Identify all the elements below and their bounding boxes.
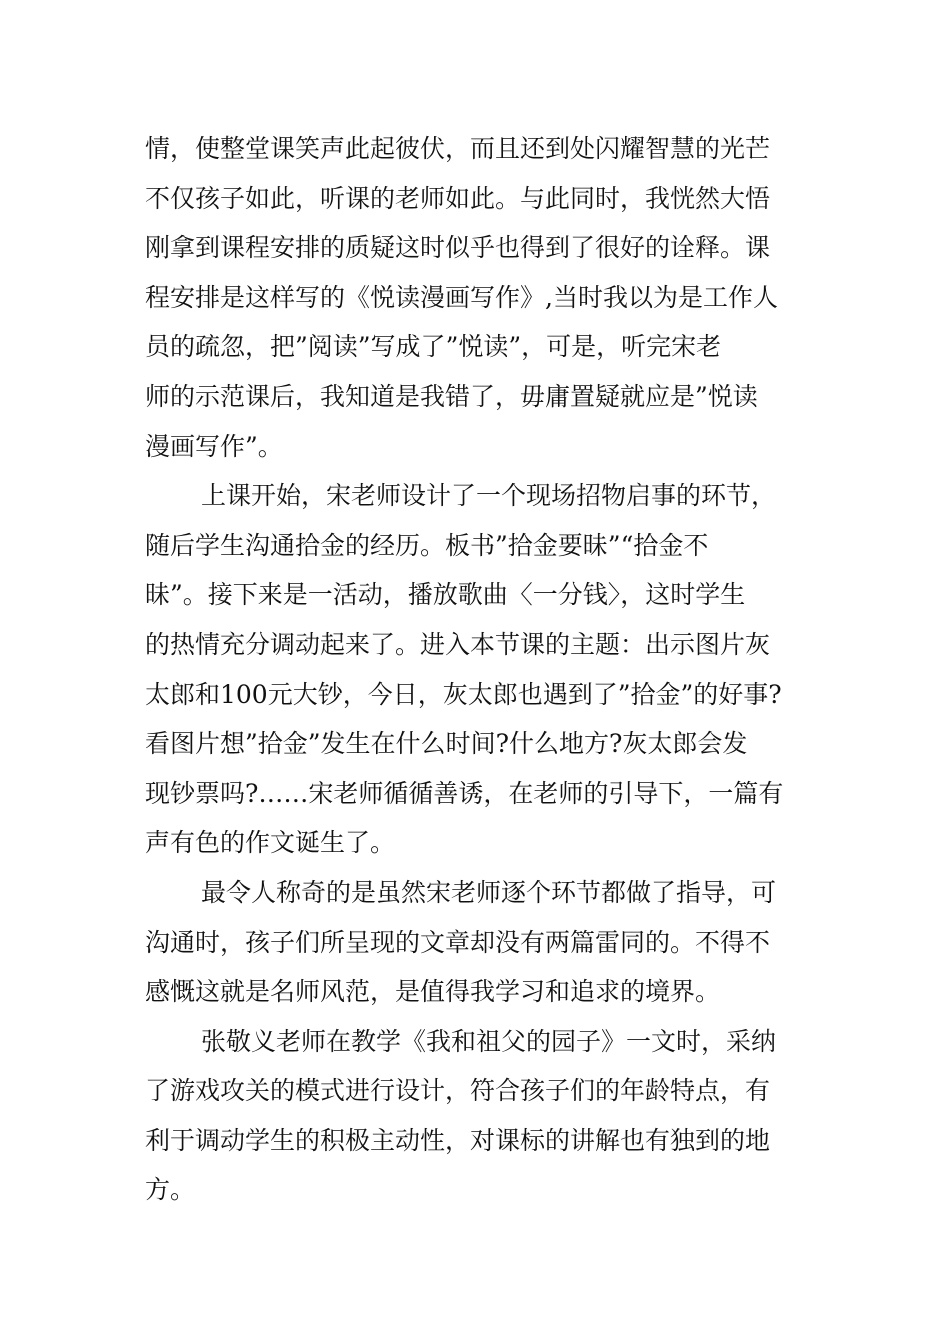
- text-line: 随后学生沟通拾金的经历。板书”拾金要昧”“拾金不: [145, 530, 709, 560]
- paragraph: [145, 471, 825, 868]
- text-line-indented: 上课开始，宋老师设计了一个现场招物启事的环节，: [201, 481, 777, 511]
- text-line: 方。: [145, 1175, 196, 1205]
- text-line: 沟通时，孩子们所呈现的文章却没有两篇雷同的。不得不: [145, 927, 771, 957]
- text-line: 太郎和100元大钞，今日，灰太郎也遇到了”拾金”的好事?: [145, 679, 782, 709]
- text-line: 现钞票吗?……宋老师循循善诱，在老师的引导下，一篇有: [145, 778, 784, 808]
- text-line: 师的示范课后，我知道是我错了，毋庸置疑就应是”悦读: [145, 381, 758, 411]
- text-line: 员的疏忽，把”阅读”写成了”悦读”，可是，听完宋老: [145, 332, 722, 362]
- text-line-indented: 最令人称奇的是虽然宋老师逐个环节都做了指导，可: [201, 877, 777, 907]
- text-line: 情，使整堂课笑声此起彼伏，而且还到处闪耀智慧的光芒: [145, 134, 771, 163]
- paragraph: [145, 1017, 825, 1215]
- text-line: 漫画写作”。: [145, 431, 283, 461]
- text-line: 昧”。接下来是一活动，播放歌曲〈一分钱〉，这时学生: [145, 580, 746, 610]
- text-line: 程安排是这样写的《悦读漫画写作》,当时我以为是工作人: [145, 282, 778, 312]
- document-body: [145, 124, 825, 1215]
- paragraph: [145, 868, 825, 1017]
- text-line: 刚拿到课程安排的质疑这时似乎也得到了很好的诠释。课: [145, 233, 771, 263]
- text-line: 的热情充分调动起来了。进入本节课的主题：出示图片灰: [145, 629, 771, 659]
- text-line: 利于调动学生的积极主动性，对课标的讲解也有独到的地: [145, 1125, 771, 1155]
- text-line: 了游戏攻关的模式进行设计，符合孩子们的年龄特点，有: [145, 1076, 771, 1106]
- text-line: 声有色的作文诞生了。: [145, 828, 396, 858]
- text-line: 不仅孩子如此，听课的老师如此。与此同时，我恍然大悟: [145, 183, 771, 213]
- paragraph: [145, 124, 825, 471]
- text-line: 看图片想”拾金”发生在什么时间?什么地方?灰太郎会发: [145, 729, 748, 759]
- text-line-indented: 张敬义老师在教学《我和祖父的园子》一文时，采纳: [201, 1026, 777, 1056]
- text-line: 感慨这就是名师风范，是值得我学习和追求的境界。: [145, 977, 721, 1007]
